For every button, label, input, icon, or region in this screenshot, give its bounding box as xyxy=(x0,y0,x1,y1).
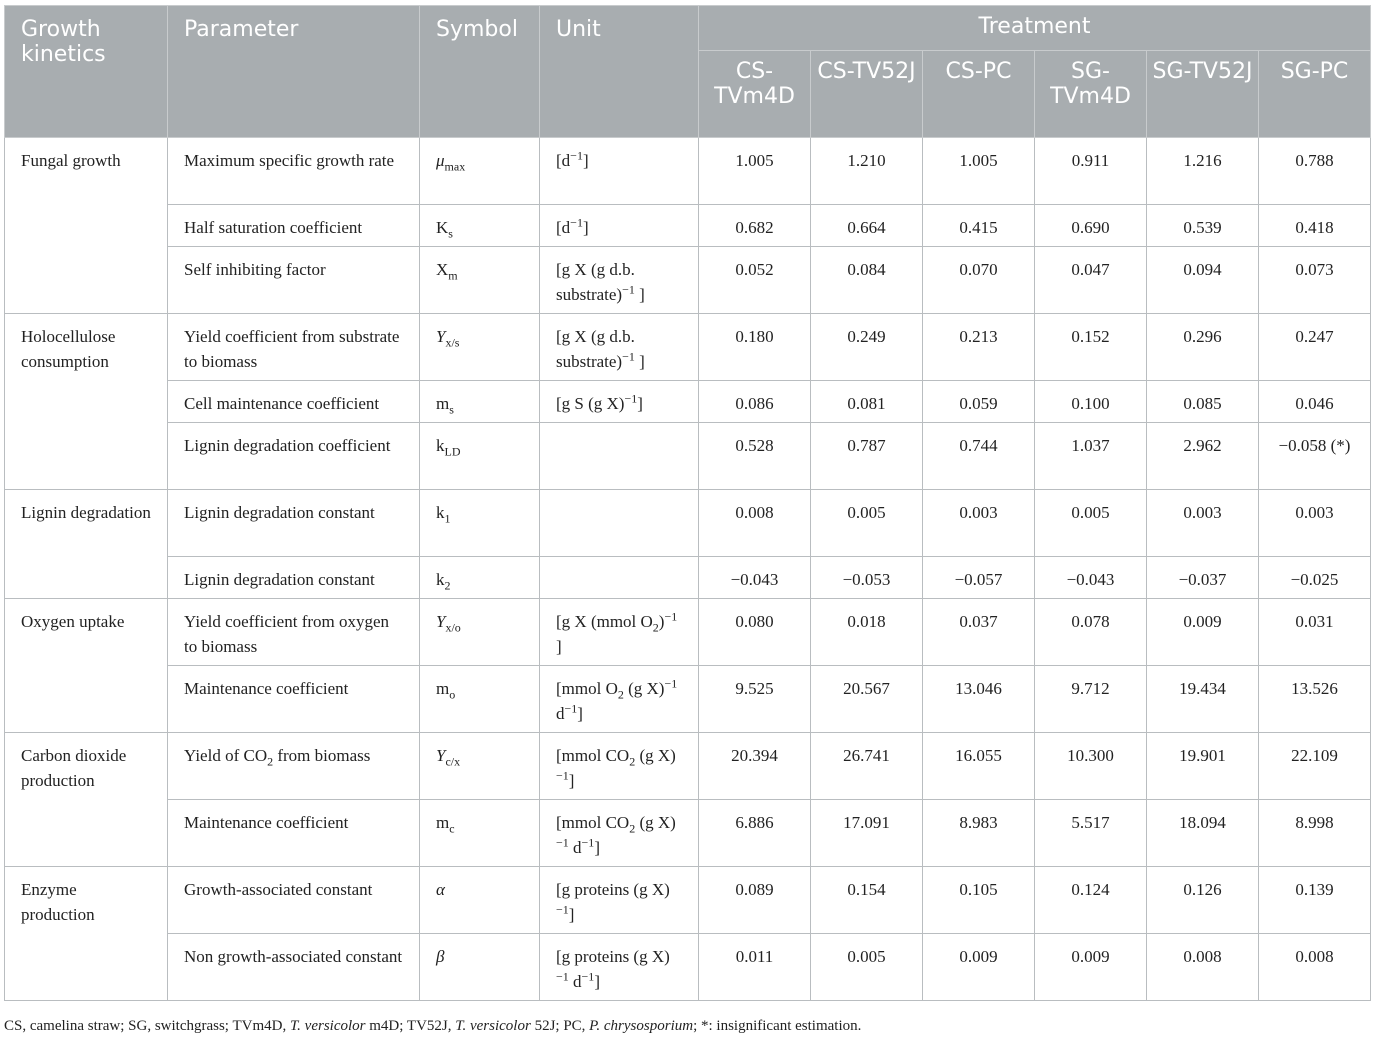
value-cell: 0.009 xyxy=(923,934,1035,1001)
value-cell: 0.690 xyxy=(1035,205,1147,247)
symbol-cell xyxy=(420,934,540,1001)
value-cell: −0.043 xyxy=(1035,557,1147,599)
group-label: Lignin degradation xyxy=(5,490,168,599)
unit-text: d xyxy=(556,704,565,723)
table-row xyxy=(5,666,1371,733)
parameter-text: Yield coefficient from oxygen to biomass xyxy=(184,612,390,656)
value-cell: 1.005 xyxy=(923,138,1035,205)
value-cell: 9.525 xyxy=(699,666,811,733)
unit-text: [g S (g X) xyxy=(556,394,625,413)
header-growth-kinetics: Growth kinetics xyxy=(5,6,168,138)
table-row xyxy=(5,733,1371,800)
table-row xyxy=(5,490,1371,557)
parameter-text: Self inhibiting factor xyxy=(184,260,326,279)
value-cell: 0.078 xyxy=(1035,599,1147,666)
unit-superscript: −1 xyxy=(556,969,569,984)
value-cell: 0.003 xyxy=(1259,490,1371,557)
parameter-cell xyxy=(168,557,420,599)
value-cell: 0.788 xyxy=(1259,138,1371,205)
value-cell: 0.011 xyxy=(699,934,811,1001)
value-cell: 0.052 xyxy=(699,247,811,314)
group-label: Oxygen uptake xyxy=(5,599,168,733)
value-cell: 6.886 xyxy=(699,800,811,867)
value-cell: 0.180 xyxy=(699,314,811,381)
value-cell: −0.025 xyxy=(1259,557,1371,599)
value-cell: −0.043 xyxy=(699,557,811,599)
unit-text: [mmol CO xyxy=(556,813,630,832)
value-cell: 0.003 xyxy=(923,490,1035,557)
value-cell: 0.247 xyxy=(1259,314,1371,381)
symbol-cell xyxy=(420,381,540,423)
value-cell: 1.005 xyxy=(699,138,811,205)
symbol-subscript: c xyxy=(449,821,455,836)
group-label: Carbon dioxide production xyxy=(5,733,168,867)
value-cell: 19.901 xyxy=(1147,733,1259,800)
value-cell: 0.100 xyxy=(1035,381,1147,423)
footnote-text: 52J; PC, xyxy=(530,1018,590,1034)
unit-text: ] xyxy=(577,704,583,723)
symbol-text: m xyxy=(436,813,450,832)
value-cell: 0.139 xyxy=(1259,867,1371,934)
value-cell: 0.009 xyxy=(1147,599,1259,666)
unit-cell xyxy=(540,490,699,557)
value-cell: 0.094 xyxy=(1147,247,1259,314)
symbol-subscript: LD xyxy=(444,444,461,459)
value-cell: 0.003 xyxy=(1147,490,1259,557)
unit-text: ] xyxy=(568,771,575,790)
header-treatment-col: CS-TV52J xyxy=(811,51,923,138)
parameter-text: Maintenance coefficient xyxy=(184,679,349,698)
unit-text: ] xyxy=(634,285,645,304)
unit-text: [g proteins (g X) xyxy=(556,880,670,899)
unit-superscript: −1 xyxy=(624,391,638,406)
parameter-cell xyxy=(168,934,420,1001)
table-row xyxy=(5,381,1371,423)
unit-text: [mmol CO xyxy=(556,746,630,765)
value-cell: 20.567 xyxy=(811,666,923,733)
symbol-cell xyxy=(420,314,540,381)
unit-cell xyxy=(540,314,699,381)
unit-superscript: −1 xyxy=(570,215,583,230)
symbol-text: Y xyxy=(436,746,446,765)
footnote-species: P. chrysosporium xyxy=(589,1018,694,1034)
value-cell: −0.057 xyxy=(923,557,1035,599)
value-cell: 0.911 xyxy=(1035,138,1147,205)
parameter-text: Lignin degradation constant xyxy=(184,503,375,522)
unit-text: d xyxy=(568,972,582,991)
parameter-cell xyxy=(168,314,420,381)
value-cell: 0.085 xyxy=(1147,381,1259,423)
value-cell: 13.046 xyxy=(923,666,1035,733)
value-cell: 8.983 xyxy=(923,800,1035,867)
unit-text: ] xyxy=(568,905,575,924)
unit-cell xyxy=(540,733,699,800)
unit-superscript: −1 xyxy=(664,676,678,691)
symbol-cell xyxy=(420,599,540,666)
parameter-cell xyxy=(168,733,420,800)
unit-text: ] xyxy=(634,352,645,371)
parameter-cell xyxy=(168,247,420,314)
table-row xyxy=(5,423,1371,490)
value-cell: 0.249 xyxy=(811,314,923,381)
value-cell: 0.415 xyxy=(923,205,1035,247)
table-row xyxy=(5,934,1371,1001)
footnote-species: T. versicolor xyxy=(289,1018,366,1034)
value-cell: 0.105 xyxy=(923,867,1035,934)
parameter-text: Non growth-associated constant xyxy=(184,947,403,966)
unit-subscript: 2 xyxy=(652,620,659,635)
unit-text: ] xyxy=(594,838,600,857)
group-label: Holocellulose consumption xyxy=(5,314,168,490)
table-row xyxy=(5,557,1371,599)
table-footnote xyxy=(4,1016,861,1036)
symbol-cell xyxy=(420,490,540,557)
parameter-subscript: 2 xyxy=(267,754,274,769)
symbol-text: m xyxy=(436,394,450,413)
unit-text: [g X (g d.b. substrate) xyxy=(556,327,635,371)
kinetics-table xyxy=(4,5,1371,1001)
parameter-cell xyxy=(168,205,420,247)
unit-text: [g X (g d.b. substrate) xyxy=(556,260,635,304)
value-cell: 0.124 xyxy=(1035,867,1147,934)
value-cell: 19.434 xyxy=(1147,666,1259,733)
value-cell: 10.300 xyxy=(1035,733,1147,800)
unit-subscript: 2 xyxy=(617,687,624,702)
value-cell: 0.086 xyxy=(699,381,811,423)
symbol-subscript: c/x xyxy=(445,754,461,769)
unit-cell xyxy=(540,666,699,733)
value-cell: 0.005 xyxy=(1035,490,1147,557)
unit-cell xyxy=(540,423,699,490)
value-cell: 22.109 xyxy=(1259,733,1371,800)
unit-text: [d xyxy=(556,151,571,170)
value-cell: 0.539 xyxy=(1147,205,1259,247)
symbol-text: Y xyxy=(436,327,446,346)
symbol-cell xyxy=(420,138,540,205)
unit-cell xyxy=(540,934,699,1001)
unit-superscript: −1 xyxy=(664,609,678,624)
unit-text: ] xyxy=(582,218,589,237)
parameter-text: Growth-associated constant xyxy=(184,880,373,899)
parameter-text: Lignin degradation coefficient xyxy=(184,436,391,455)
unit-superscript: −1 xyxy=(556,835,569,850)
parameter-text: Yield of CO xyxy=(184,746,268,765)
value-cell: 26.741 xyxy=(811,733,923,800)
value-cell: 17.091 xyxy=(811,800,923,867)
group-label: Fungal growth xyxy=(5,138,168,314)
symbol-subscript: m xyxy=(448,268,458,283)
symbol-cell xyxy=(420,557,540,599)
value-cell: 0.080 xyxy=(699,599,811,666)
value-cell: 0.009 xyxy=(1035,934,1147,1001)
parameter-cell xyxy=(168,138,420,205)
unit-cell xyxy=(540,800,699,867)
table-row xyxy=(5,138,1371,205)
value-cell: 8.998 xyxy=(1259,800,1371,867)
symbol-cell xyxy=(420,733,540,800)
unit-superscript: −1 xyxy=(581,835,595,850)
value-cell: 1.216 xyxy=(1147,138,1259,205)
value-cell: 18.094 xyxy=(1147,800,1259,867)
unit-superscript: −1 xyxy=(564,701,578,716)
value-cell: 0.126 xyxy=(1147,867,1259,934)
table-row xyxy=(5,247,1371,314)
unit-text: ] xyxy=(637,394,643,413)
header-treatment-col: SG-TVm4D xyxy=(1035,51,1147,138)
symbol-subscript: 1 xyxy=(444,511,451,526)
symbol-subscript: max xyxy=(444,159,466,174)
symbol-text: Y xyxy=(436,612,446,631)
unit-superscript: −1 xyxy=(570,148,583,163)
unit-text: [g X (mmol O xyxy=(556,612,653,631)
symbol-text: α xyxy=(436,880,445,899)
value-cell: 0.296 xyxy=(1147,314,1259,381)
unit-superscript: −1 xyxy=(556,768,569,783)
parameter-cell xyxy=(168,381,420,423)
symbol-cell xyxy=(420,247,540,314)
footnote-species: T. versicolor xyxy=(455,1018,531,1034)
value-cell: 0.081 xyxy=(811,381,923,423)
symbol-cell xyxy=(420,666,540,733)
symbol-text: k xyxy=(436,436,445,455)
symbol-text: k xyxy=(436,570,445,589)
value-cell: 0.787 xyxy=(811,423,923,490)
value-cell: 0.089 xyxy=(699,867,811,934)
value-cell: 1.210 xyxy=(811,138,923,205)
value-cell: 9.712 xyxy=(1035,666,1147,733)
unit-text: ] xyxy=(594,972,600,991)
unit-text: d xyxy=(568,838,582,857)
unit-text: [d xyxy=(556,218,571,237)
symbol-subscript: s xyxy=(449,402,454,417)
value-cell: 0.018 xyxy=(811,599,923,666)
unit-superscript: −1 xyxy=(581,969,595,984)
value-cell: 0.070 xyxy=(923,247,1035,314)
header-parameter: Parameter xyxy=(168,6,420,138)
header-unit: Unit xyxy=(540,6,699,138)
header-treatment-col: SG-PC xyxy=(1259,51,1371,138)
symbol-text: k xyxy=(436,503,445,522)
value-cell: 20.394 xyxy=(699,733,811,800)
parameter-text: Maximum specific growth rate xyxy=(184,151,395,170)
unit-text: (g X) xyxy=(623,679,665,698)
value-cell: 0.037 xyxy=(923,599,1035,666)
symbol-subscript: s xyxy=(448,226,453,241)
table-row xyxy=(5,314,1371,381)
table-row xyxy=(5,205,1371,247)
parameter-cell xyxy=(168,867,420,934)
value-cell: 0.744 xyxy=(923,423,1035,490)
symbol-cell xyxy=(420,800,540,867)
parameter-text: Half saturation coefficient xyxy=(184,218,363,237)
unit-cell xyxy=(540,557,699,599)
parameter-text: from biomass xyxy=(273,746,371,765)
value-cell: 0.008 xyxy=(1259,934,1371,1001)
header-treatment-col: CS-PC xyxy=(923,51,1035,138)
value-cell: 16.055 xyxy=(923,733,1035,800)
unit-cell xyxy=(540,381,699,423)
symbol-cell xyxy=(420,423,540,490)
value-cell: 5.517 xyxy=(1035,800,1147,867)
value-cell: 0.154 xyxy=(811,867,923,934)
value-cell: 0.005 xyxy=(811,934,923,1001)
unit-text: (g X) xyxy=(635,813,676,832)
unit-superscript: −1 xyxy=(622,282,635,297)
parameter-text: Maintenance coefficient xyxy=(184,813,349,832)
unit-text: ) xyxy=(658,612,665,631)
header-treatment: Treatment xyxy=(699,6,1371,51)
parameter-text: Cell maintenance coefficient xyxy=(184,394,380,413)
header-treatment-col: CS-TVm4D xyxy=(699,51,811,138)
value-cell: 0.031 xyxy=(1259,599,1371,666)
value-cell: −0.058 (*) xyxy=(1259,423,1371,490)
value-cell: 0.682 xyxy=(699,205,811,247)
symbol-subscript: o xyxy=(449,687,456,702)
value-cell: 0.008 xyxy=(699,490,811,557)
value-cell: 2.962 xyxy=(1147,423,1259,490)
unit-text: [g proteins (g X) xyxy=(556,947,670,966)
unit-text: (g X) xyxy=(635,746,676,765)
symbol-text: μ xyxy=(436,151,445,170)
unit-subscript: 2 xyxy=(629,821,636,836)
symbol-text: K xyxy=(436,218,449,237)
value-cell: 0.418 xyxy=(1259,205,1371,247)
parameter-text: Lignin degradation constant xyxy=(184,570,375,589)
table-row xyxy=(5,599,1371,666)
header-treatment-col: SG-TV52J xyxy=(1147,51,1259,138)
parameter-cell xyxy=(168,599,420,666)
unit-superscript: −1 xyxy=(556,902,569,917)
table-row xyxy=(5,800,1371,867)
symbol-subscript: x/s xyxy=(445,335,460,350)
group-label: Enzyme production xyxy=(5,867,168,1001)
value-cell: 0.084 xyxy=(811,247,923,314)
value-cell: 0.152 xyxy=(1035,314,1147,381)
value-cell: 0.005 xyxy=(811,490,923,557)
unit-superscript: −1 xyxy=(622,349,635,364)
unit-cell xyxy=(540,867,699,934)
value-cell: 0.073 xyxy=(1259,247,1371,314)
symbol-subscript: x/o xyxy=(445,620,461,635)
unit-text: [mmol O xyxy=(556,679,618,698)
value-cell: 0.664 xyxy=(811,205,923,247)
unit-cell xyxy=(540,138,699,205)
unit-cell xyxy=(540,599,699,666)
parameter-cell xyxy=(168,490,420,557)
parameter-text: Yield coefficient from substrate to biomass xyxy=(184,327,400,371)
value-cell: −0.053 xyxy=(811,557,923,599)
symbol-cell xyxy=(420,205,540,247)
unit-cell xyxy=(540,205,699,247)
unit-subscript: 2 xyxy=(629,754,636,769)
parameter-cell xyxy=(168,666,420,733)
value-cell: 0.213 xyxy=(923,314,1035,381)
footnote-text: CS, camelina straw; SG, switchgrass; TVm4D, xyxy=(4,1018,290,1034)
value-cell: 1.037 xyxy=(1035,423,1147,490)
symbol-text: X xyxy=(436,260,449,279)
unit-text: ] xyxy=(582,151,589,170)
parameter-cell xyxy=(168,800,420,867)
footnote-text: ; *: insignificant estimation. xyxy=(693,1018,862,1034)
value-cell: 0.046 xyxy=(1259,381,1371,423)
symbol-text: m xyxy=(436,679,450,698)
header-symbol: Symbol xyxy=(420,6,540,138)
footnote-text: m4D; TV52J, xyxy=(365,1018,456,1034)
value-cell: −0.037 xyxy=(1147,557,1259,599)
parameter-cell xyxy=(168,423,420,490)
value-cell: 0.059 xyxy=(923,381,1035,423)
symbol-cell xyxy=(420,867,540,934)
table-row xyxy=(5,867,1371,934)
value-cell: 0.008 xyxy=(1147,934,1259,1001)
value-cell: 0.047 xyxy=(1035,247,1147,314)
symbol-subscript: 2 xyxy=(444,578,451,593)
value-cell: 0.528 xyxy=(699,423,811,490)
unit-text: ] xyxy=(556,637,562,656)
unit-cell xyxy=(540,247,699,314)
value-cell: 13.526 xyxy=(1259,666,1371,733)
symbol-text: β xyxy=(436,947,445,966)
